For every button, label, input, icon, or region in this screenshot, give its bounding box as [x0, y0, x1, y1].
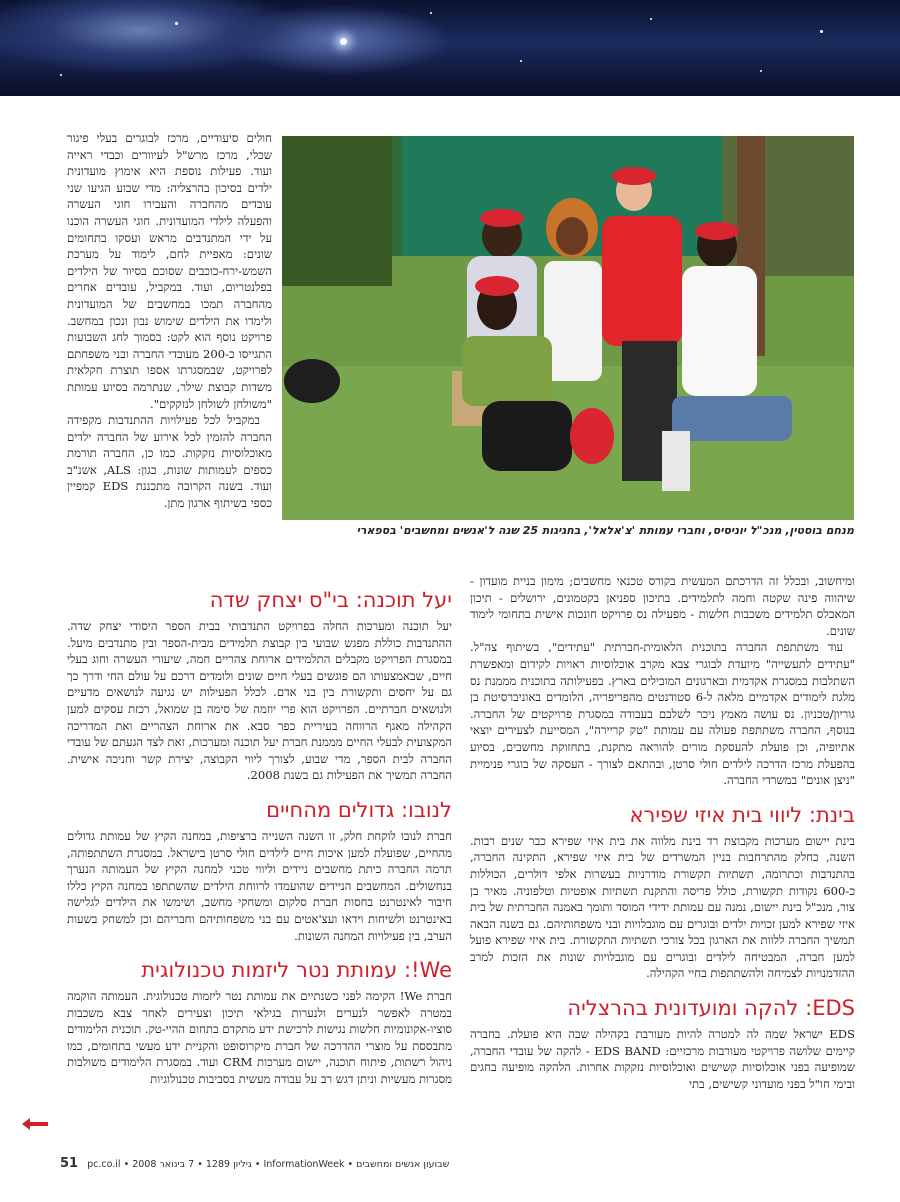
left-column — [67, 130, 272, 512]
group-photo — [282, 136, 854, 520]
section-text: יעל תוכנה ומערכות החלה בפרויקט התנדבותי בבית הספר היסודי יצחק שדה. ההתנדבות כוללת מפגש שבועי בין קבוצת תלמידים מבית-הספר ובין מתנדבים מיעל. במסגרת הפרויקט מקבלים התלמידים ארוחת צהריים חמה, שיעורי העשרה וחוג בעלי חיים, שבאמצעותו הם פוגשים בעלי חיים שונים ולומדים דרכם על עולם החי ודרך כך גם על יחסים ותקשורת בין בני אדם. לכלל הפעילות יש נגיעה לנושאים מדעיים ולנושאים חברתיים. הפרויקט הוא פרי יוזמה של סימה בן שמואל, רכזת עסקים למען הקהילה מאגף הרווחה בעיריית כפר סבא. את ארוחת הצהריים ואת המדריכה המקצועית לבעלי החיים מממנת חברת יעל תוכנה ומערכות, זאת לצד הגעתם של עובדי החברה לבית הספר, מדי שבוע, לצורך ליווי הקבוצה, יצירת קשר וחניכה אישית. החברה תמשיך את הפעילות גם בשנת 2008. — [67, 619, 452, 783]
group-photo-illustration — [282, 136, 854, 520]
intro-paragraph: עוד משתתפת החברה בתוכנית הלאומית-חברתית "עתידים", בשיתוף צה"ל. "עתידים לתעשייה" מיועדת לבוגרי צבא מקרב אוכלוסיות ראויות לקידום ומאפשרת השתלבות במסגרת אקדמית ובארגונים המובילים בארץ. בפעילותה בתוכנית מממנת נס מלגת לימודים אקדמיים מלאה ל-6 סטודנטים מהפריפריה, הלומדים באוניברסיטת בן גוריון/טכניון. נס עושה מאמץ ניכר לשלבם בעבודה במסגרת פרויקטים של החברה. בנוסף, החברה משתתפת פעולה עם עמותת "טק קריירה", המסייעת לצעירים יוצאי אתיופיה, וכן פועלת להעסקת מורים להוראה מתקנת, בתחזוקת מחשבים, בסיוע בהפעלת מרכז הדרכה לילדים חולי סרטן, ובהתאם לצורך - העסקה של בוגרי פנימיית "ניצן אונים" במשרדי החברה. — [470, 640, 855, 788]
page-footer — [60, 1156, 860, 1170]
section-text: EDS ישראל שמה לה למטרה להיות מעורבת בקהילה שבה היא פועלת. בחברה קיימים שלושה פרויקטי מעורבות מרכזיים: EDS BAND - להקה של עובדי החברה, שמופיעה בפני אוכלוסיות קשישים ואוכלוסיות נזקקות אחרות. הלהקה מופיעה בחגים ובימי חו"ל בפני מועדוני קשישים, בתי — [470, 1027, 856, 1091]
photo-caption: מנחם בוסטין, מנכ"ל יוניסיס, וחברי עמותת 'צ'אלאל', בחגיגות 25 שנה ל'אנשים ומחשבים' בספארי — [356, 524, 854, 537]
footer-text: pc.co.il • 2008 גיליון 1289 • 7 בינואר • InformationWeek • שבועון אנשים ומחשבים — [87, 1159, 450, 1170]
right-column — [470, 573, 855, 1092]
continue-arrow-icon — [22, 1118, 48, 1130]
left-paragraph: חולים סיעודיים, מרכז לבוגרים בעלי פיגור שכלי, מרכז מרש"ל לעיוורים וכבדי ראייה ועוד. פעילות נוספת היא אימוץ מועדונית ילדים בסיכון בהרצליה: מדי שבוע הגיעו שני עובדים מהחברה והעבירו חוגי העשרה והפעלה לילדי המועדונית. חוגי העשרה הוכנו על ידי המתנדבים מראש ועסקו בתחומים שונים: מאפיית לחם, לימוד על מערכת השמש-ירח-כוכבים שסוכם בסיור של הילדים בפלנטריום, ועוד. במקביל, עובדים אחרים מהחברה תמכו במחשבים של המועדונית ולימדו את הילדים שימוש נבון ונכון במחשב. פרויקט נוסף הוא לקט: בסמוך לחג השבועות התגייסו כ-200 מעובדי החברה ובני משפחתם לפרויקט, שבמסגרתו אספו תוצרת חקלאית משדות קבוצת שילר, שנתרמה בסיוע עמותת "משולחן לשולחן לנזקקים". — [67, 131, 272, 411]
section-heading: בינת: ליווי בית איזי שפירא — [629, 802, 855, 827]
intro-paragraph: ומיחשוב, ובכלל זה הדרכתם המעשית בקורס טכנאי מחשבים; מימון בניית מועדון - שיהווה פינה שקטה וחמה לתלמידים. בתיכון ספניאן בקטמונים, ירושלים - תיכון המאכלס תלמידים משכבות חלשות - מפעילה נס פרויקט חונכות אישית בתחומי לימוד שונים. — [470, 574, 855, 638]
left-paragraph: במקביל לכל פעילויות ההתנדבות מקפידה החברה להזמין לכל אירוע של החברה ילדים מאוכלוסיות נזקקות. כמו כן, החברה תורמת כספים לעמותות שונות, כגון: ALS, אשנ"ב ועוד. בשנה הקרובה מתכננת EDS קמפיין כספי בשיתוף ארגון מתן. — [67, 413, 272, 511]
section-heading: EDS: להקה ומועדונית בהרצליה — [567, 996, 855, 1021]
section-heading: יעל תוכנה: בי"ס יצחק שדה — [209, 588, 452, 612]
section-heading: We!: עמותת נטר ליזמות טכנולוגית — [141, 958, 452, 983]
section-heading: לנובו: גדולים מהחיים — [266, 797, 452, 822]
left-bottom-column — [67, 588, 452, 1088]
page-number: 51 — [60, 1156, 79, 1171]
space-banner — [0, 0, 900, 96]
section-text: חברת לנובו לוקחת חלק, זו השנה השנייה ברציפות, במחנה הקיץ של עמותת גדולים מהחיים, שפועלת למען איכות חיים לילדים חולי סרטן בישראל. במסגרת השתתפותה, תרמה החברה כיתת מחשבים ניידים וליווי טכני למחנה הקיץ של העמותה הנערך בנחשולים. המחשבים הניידים שהועמדו לרווחת הילדים שהשתתפו במחנה הקיץ כללו חיבור לאינטרנט בחסות חברת סלקום ומשחקי מחשב, ושימשו את הילדים לגלישה באינטרנט ולשיחות וידאו ועצ'אטים עם בני משפחותיהם וחבריהם וכן למשחק בשעות הערב, בין פעילויות המחנה השונות. — [67, 828, 452, 943]
section-text: בינת יישום מערכות מקבוצת רד בינת מלווה את בית איזי שפירא כבר שנים רבות. השנה, כחלק מהתרחבות בניין המשרדים של בית איזי שפירא, התקינה החברה, בהתנדבות וכתרומה, תשתיות תקשורת מודרניות בעשרות אלפי דולרים, הכוללות כ-600 נקודות תקשורת, כולל פריסה והתקנת תשתיות אופטיות וטלפוניה. מאיר בן צור, מנכ"ל בינת יישום, נמנה עם עמותת ידידי המוסד ותומך באמנה החברתית של בית איזי שפירא למען זכויות ילדים ובוגרים עם מוגבלויות ובני משפחותיהם. גם בשנה הבאה תמשיך החברה ללוות את הארגון בכל צורכי תשתיות התקשורת. בית איזי שפירא פועל למען חברה, המבטיחה לילדים ובוגרים עם מוגבלויות שונות את הזכות למרב ההזדמנויות לצמיחה ולהשתתפות בחיי הקהילה. — [470, 833, 855, 981]
section-text: חברת We! הקימה לפני כשנתיים את עמותת נטר ליזמות טכנולוגית. העמותה הוקמה במטרה לאפשר לנערים ולנערות בגילאי תיכון וצעירים לאחר צבא משכבות סוציו-אקונומיות חלשות נגישות לרכישת ידע מתקדם בתחום ההיי-טק. תוכנית הלימודים מתבססת על מוצרי ההדרכה של חברת מיקרוסופט והקניית ידע מעשי בתחומים, כמו ניהול רשתות, פיתוח תוכנה, יישום מערכות CRM ועוד. במסגרת הלימודים משולבות מסגרות מעשיות וניתן דגש רב על עבודה מעשית בסביבות טכנולוגיות — [67, 989, 452, 1087]
